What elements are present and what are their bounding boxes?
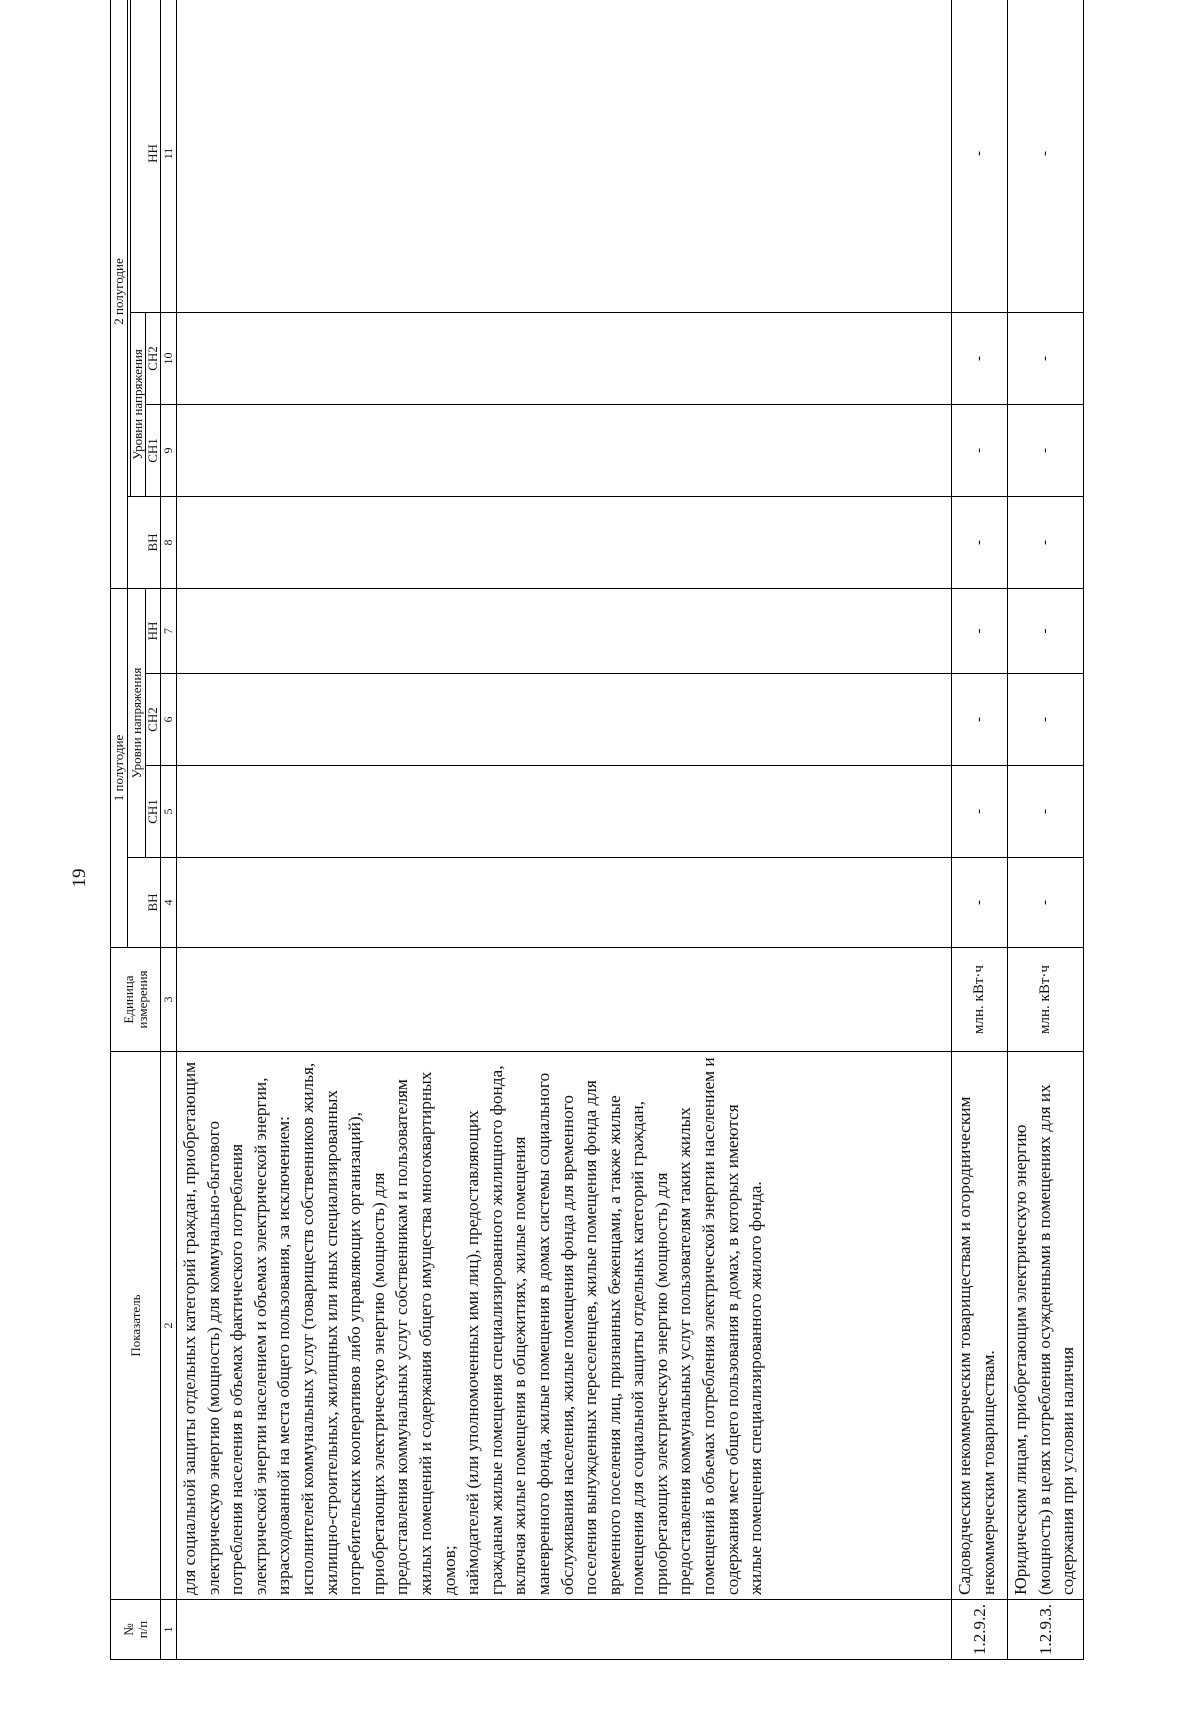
row-value: - (1008, 0, 1084, 313)
row-num: 1.2.9.2. (952, 1600, 1008, 1660)
row-unit: млн. кВт·ч (952, 948, 1008, 1052)
header-indicator: Показатель (111, 1052, 161, 1600)
col-number: 6 (161, 674, 177, 766)
col-number: 11 (161, 0, 177, 313)
row-value (177, 405, 952, 497)
col-number: 3 (161, 948, 177, 1052)
row-indicator: для социальной защиты отдельных категорий граждан, приобретающим электрическую энергию (мощность) для коммунально-бытового потребления населения в объемах фактического потребления электрической энергии населением и объемах электрической энергии, израсходованной на места общего пользования, за исключением: исполнителей коммунальных услуг (товариществ собственников жилья, жилищно-строительных, жилищных или иных специализированных потребительских кооперативов либо управляющих организаций), приобретающих электрическую энергию (мощность) для предоставления коммунальных услуг собственникам и пользователям жилых помещений и содержания общего имущества многоквартирных домов; наймодателей (или уполномоченных ими лиц), предоставляющих гражданам жилые помещения специализированного жилищного фонда, включая жилые помещения в общежитиях, жилые помещения маневренного фонда, жилые помещения в домах системы социального обслуживания населения, жилые помещения фонда для временного поселения вынужденных переселенцев, жилые помещения фонда для временного поселения лиц, признанных беженцами, а также жилые помещения для социальной защиты отдельных категорий граждан, приобретающих электрическую энергию (мощность) для предоставления коммунальных услуг пользователям таких жилых помещений в объемах потребления электрической энергии населением и содержания мест общего пользования в домах, в которых имеются жилые помещения специализированного жилого фонда. (177, 1052, 952, 1600)
col-number: 5 (161, 766, 177, 858)
header-h2-sn2: СН2 (146, 313, 161, 405)
table-row (177, 0, 952, 1660)
row-num (177, 1600, 952, 1660)
row-value: - (952, 405, 1008, 497)
col-number: 8 (161, 497, 177, 589)
row-value (177, 497, 952, 589)
row-value (177, 313, 952, 405)
row-value: - (1008, 589, 1084, 674)
col-number: 1 (161, 1600, 177, 1660)
row-value: - (1008, 405, 1084, 497)
col-number: 2 (161, 1052, 177, 1600)
col-number: 10 (161, 313, 177, 405)
table-row (952, 0, 1008, 1660)
row-value: - (1008, 313, 1084, 405)
header-h1-sn1: СН1 (146, 766, 161, 858)
header-half2: 2 полугодие (111, 0, 128, 589)
row-value: - (952, 674, 1008, 766)
row-num: 1.2.9.3. (1008, 1600, 1084, 1660)
row-value: - (952, 497, 1008, 589)
row-indicator: Юридическим лицам, приобретающим электрическую энергию (мощность) в целях потребления осужденными в помещениях для их содержания при условии наличия (1008, 1052, 1084, 1600)
row-value: - (1008, 674, 1084, 766)
col-number: 4 (161, 858, 177, 948)
row-value: - (952, 0, 1008, 313)
header-h2-nn: НН (131, 0, 161, 313)
row-value: - (1008, 858, 1084, 948)
col-number: 7 (161, 589, 177, 674)
page-number: 19 (69, 868, 90, 888)
header-h2-vn: ВН (128, 497, 161, 589)
table-row (1008, 0, 1084, 1660)
row-value (177, 674, 952, 766)
header-h1-nn: НН (146, 589, 161, 674)
row-value: - (1008, 497, 1084, 589)
row-value (177, 766, 952, 858)
row-unit: млн. кВт·ч (1008, 948, 1084, 1052)
header-unit: Единица измерения (111, 948, 161, 1052)
row-value: - (952, 313, 1008, 405)
row-value: - (952, 858, 1008, 948)
header-half1: 1 полугодие (111, 589, 128, 948)
row-value: - (952, 766, 1008, 858)
rotated-table-container (110, 95, 1200, 1660)
header-h2-sn1: СН1 (146, 405, 161, 497)
row-value (177, 858, 952, 948)
row-value (177, 589, 952, 674)
header-h1-vn: ВН (128, 858, 161, 948)
row-value: - (1008, 766, 1084, 858)
header-h1-levels: Уровни напряжения (128, 589, 146, 858)
header-h1-sn2: СН2 (146, 674, 161, 766)
row-value (177, 0, 952, 313)
tariff-table (110, 0, 1084, 1660)
row-indicator: Садоводческим некоммерческим товариществам и огородническим некоммерческим товариществам. (952, 1052, 1008, 1600)
row-value: - (952, 589, 1008, 674)
row-unit (177, 948, 952, 1052)
col-number: 9 (161, 405, 177, 497)
header-num: № п/п (111, 1600, 161, 1660)
header-h2-levels: Уровни напряжения (131, 313, 146, 497)
